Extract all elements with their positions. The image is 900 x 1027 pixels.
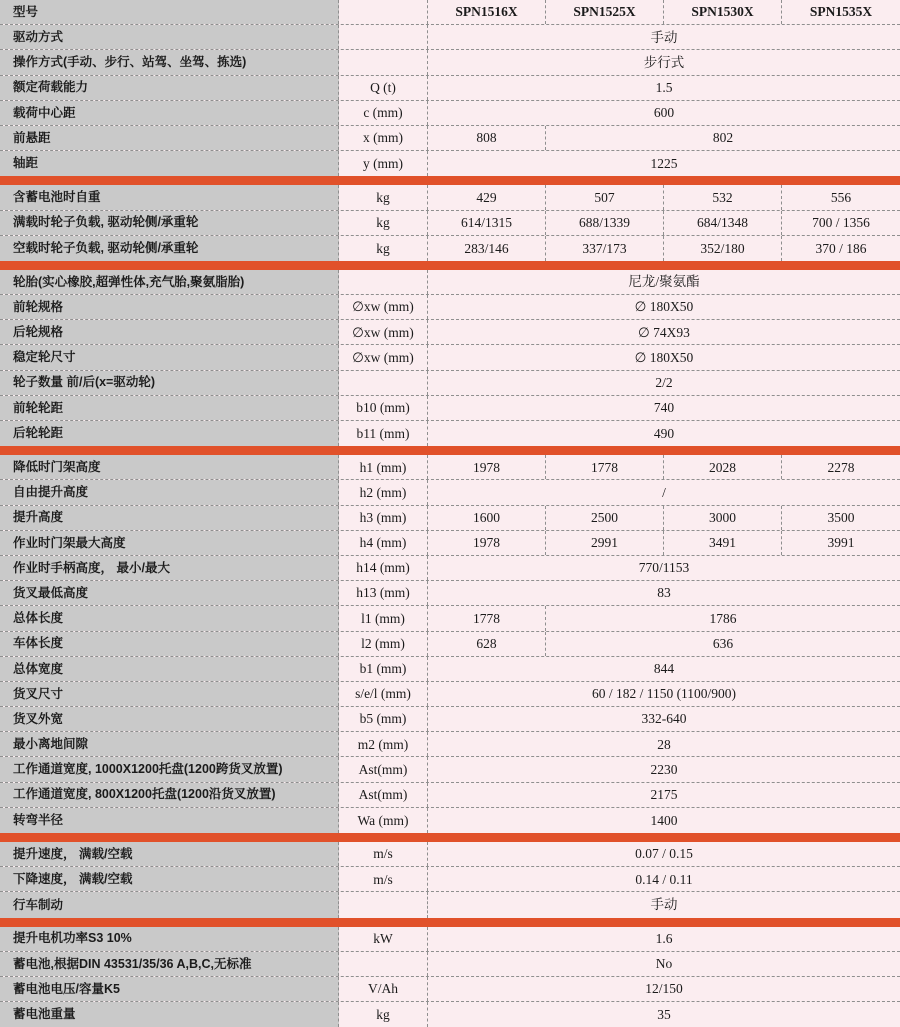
table-row [0, 732, 900, 757]
value-cell: 770/1153 [428, 556, 900, 580]
spec-label: 下降速度， 满载/空载 [0, 867, 339, 891]
spec-label: 货叉外宽 [0, 707, 339, 731]
value-cell: 614/1315 [428, 211, 546, 235]
unit-cell: kg [339, 236, 428, 261]
spec-label: 车体长度 [0, 632, 339, 656]
value-cell: 12/150 [428, 977, 900, 1001]
table-row [0, 421, 900, 446]
unit-cell: kg [339, 1002, 428, 1027]
spec-label: 总体长度 [0, 606, 339, 630]
value-cell: 283/146 [428, 236, 546, 261]
table-row [0, 927, 900, 952]
spec-label: 稳定轮尺寸 [0, 345, 339, 369]
model-header: SPN1516X [428, 0, 546, 24]
value-cell: / [428, 480, 900, 504]
value-cell: 688/1339 [546, 211, 664, 235]
spec-label: 后轮轮距 [0, 421, 339, 446]
unit-cell: b10 (mm) [339, 396, 428, 420]
table-row [0, 211, 900, 236]
table-row [0, 185, 900, 210]
table-row [0, 977, 900, 1002]
section-divider-bar [0, 446, 900, 455]
value-cell: 844 [428, 657, 900, 681]
spec-label: 前轮轮距 [0, 396, 339, 420]
unit-cell [339, 50, 428, 74]
value-cell: 808 [428, 126, 546, 150]
table-row [0, 606, 900, 631]
spec-label: 蓄电池,根据DIN 43531/35/36 A,B,C,无标准 [0, 952, 339, 976]
value-cell: 1978 [428, 455, 546, 479]
value-cell: 600 [428, 101, 900, 125]
table-row [0, 952, 900, 977]
unit-cell: ∅xw (mm) [339, 320, 428, 344]
section-divider-bar [0, 261, 900, 270]
value-cell: 2/2 [428, 371, 900, 395]
spec-label: 前悬距 [0, 126, 339, 150]
spec-label: 降低时门架高度 [0, 455, 339, 479]
value-cell: 1600 [428, 506, 546, 530]
table-row [0, 345, 900, 370]
unit-cell: y (mm) [339, 151, 428, 176]
value-cell: 1.6 [428, 927, 900, 951]
unit-cell: Ast(mm) [339, 757, 428, 781]
value-cell: 1778 [546, 455, 664, 479]
value-cell: 2500 [546, 506, 664, 530]
spec-label: 载荷中心距 [0, 101, 339, 125]
value-cell: 手动 [428, 25, 900, 49]
value-cell: 684/1348 [664, 211, 782, 235]
unit-cell: m/s [339, 867, 428, 891]
value-cell: 490 [428, 421, 900, 446]
spec-label: 轮胎(实心橡胶,超弹性体,充气胎,聚氨脂胎) [0, 270, 339, 294]
unit-cell: x (mm) [339, 126, 428, 150]
value-cell: 370 / 186 [782, 236, 900, 261]
value-cell: ∅ 180X50 [428, 345, 900, 369]
model-header: SPN1535X [782, 0, 900, 24]
unit-cell [339, 25, 428, 49]
value-cell: 2175 [428, 783, 900, 807]
value-cell: 740 [428, 396, 900, 420]
unit-cell: b1 (mm) [339, 657, 428, 681]
table-row [0, 707, 900, 732]
value-cell: 332-640 [428, 707, 900, 731]
table-row [0, 320, 900, 345]
unit-cell: kg [339, 211, 428, 235]
unit-cell: ∅xw (mm) [339, 345, 428, 369]
value-cell: 2278 [782, 455, 900, 479]
spec-label: 工作通道宽度, 1000X1200托盘(1200跨货叉放置) [0, 757, 339, 781]
value-cell: 1.5 [428, 76, 900, 100]
unit-cell: l1 (mm) [339, 606, 428, 630]
spec-label: 含蓄电池时自重 [0, 185, 339, 209]
unit-cell: V/Ah [339, 977, 428, 1001]
spec-label: 最小离地间隙 [0, 732, 339, 756]
value-cell: ∅ 180X50 [428, 295, 900, 319]
spec-label: 蓄电池电压/容量K5 [0, 977, 339, 1001]
table-row [0, 480, 900, 505]
table-row [0, 783, 900, 808]
table-row [0, 892, 900, 917]
value-cell: 1978 [428, 531, 546, 555]
value-cell: 700 / 1356 [782, 211, 900, 235]
unit-cell: Wa (mm) [339, 808, 428, 833]
value-cell: 60 / 182 / 1150 (1100/900) [428, 682, 900, 706]
table-row [0, 270, 900, 295]
value-cell: 1786 [546, 606, 900, 630]
value-cell: 556 [782, 185, 900, 209]
spec-label: 操作方式(手动、步行、站驾、坐驾、拣选) [0, 50, 339, 74]
unit-cell [339, 371, 428, 395]
value-cell: 802 [546, 126, 900, 150]
table-row [0, 757, 900, 782]
value-cell: 636 [546, 632, 900, 656]
table-row [0, 455, 900, 480]
unit-cell: kW [339, 927, 428, 951]
table-row [0, 50, 900, 75]
spec-label: 轴距 [0, 151, 339, 176]
table-row [0, 556, 900, 581]
spec-label: 作业时门架最大高度 [0, 531, 339, 555]
model-header: SPN1525X [546, 0, 664, 24]
unit-cell: h1 (mm) [339, 455, 428, 479]
table-row [0, 126, 900, 151]
unit-cell [339, 892, 428, 917]
table-row [0, 657, 900, 682]
table-row [0, 531, 900, 556]
spec-label: 空载时轮子负载, 驱动轮侧/承重轮 [0, 236, 339, 261]
value-cell: ∅ 74X93 [428, 320, 900, 344]
section-divider-bar [0, 833, 900, 842]
spec-label: 作业时手柄高度， 最小/最大 [0, 556, 339, 580]
table-row [0, 842, 900, 867]
unit-cell [339, 270, 428, 294]
unit-cell: m2 (mm) [339, 732, 428, 756]
spec-label: 工作通道宽度, 800X1200托盘(1200沿货叉放置) [0, 783, 339, 807]
table-row [0, 506, 900, 531]
section-divider-bar [0, 918, 900, 927]
spec-label: 轮子数量 前/后(x=驱动轮) [0, 371, 339, 395]
unit-cell: h13 (mm) [339, 581, 428, 605]
spec-label: 额定荷载能力 [0, 76, 339, 100]
spec-label: 蓄电池重量 [0, 1002, 339, 1027]
value-cell: 3991 [782, 531, 900, 555]
table-row [0, 76, 900, 101]
table-row [0, 808, 900, 833]
unit-cell: c (mm) [339, 101, 428, 125]
unit-cell: Q (t) [339, 76, 428, 100]
unit-cell: b5 (mm) [339, 707, 428, 731]
table-row [0, 101, 900, 126]
value-cell: 352/180 [664, 236, 782, 261]
unit-cell: b11 (mm) [339, 421, 428, 446]
value-cell: 1225 [428, 151, 900, 176]
table-row [0, 1002, 900, 1027]
unit-cell: h14 (mm) [339, 556, 428, 580]
spec-label: 型号 [0, 0, 339, 24]
unit-cell: kg [339, 185, 428, 209]
unit-cell: m/s [339, 842, 428, 866]
unit-cell: h4 (mm) [339, 531, 428, 555]
spec-label: 货叉最低高度 [0, 581, 339, 605]
spec-label: 后轮规格 [0, 320, 339, 344]
unit-cell: h3 (mm) [339, 506, 428, 530]
spec-label: 提升电机功率S3 10% [0, 927, 339, 951]
spec-label: 驱动方式 [0, 25, 339, 49]
value-cell: 1400 [428, 808, 900, 833]
value-cell: 532 [664, 185, 782, 209]
value-cell: No [428, 952, 900, 976]
value-cell: 2230 [428, 757, 900, 781]
value-cell: 35 [428, 1002, 900, 1027]
table-row [0, 371, 900, 396]
table-row [0, 151, 900, 176]
spec-label: 转弯半径 [0, 808, 339, 833]
value-cell: 尼龙/聚氨酯 [428, 270, 900, 294]
unit-cell: ∅xw (mm) [339, 295, 428, 319]
value-cell: 507 [546, 185, 664, 209]
unit-cell [339, 952, 428, 976]
value-cell: 手动 [428, 892, 900, 917]
value-cell: 28 [428, 732, 900, 756]
value-cell: 2028 [664, 455, 782, 479]
unit-cell: s/e/l (mm) [339, 682, 428, 706]
unit-cell [339, 0, 428, 24]
spec-label: 总体宽度 [0, 657, 339, 681]
value-cell: 429 [428, 185, 546, 209]
value-cell: 3491 [664, 531, 782, 555]
spec-label: 提升速度， 满载/空载 [0, 842, 339, 866]
unit-cell: h2 (mm) [339, 480, 428, 504]
spec-label: 自由提升高度 [0, 480, 339, 504]
table-row [0, 682, 900, 707]
spec-label: 行车制动 [0, 892, 339, 917]
spec-label: 前轮规格 [0, 295, 339, 319]
table-row [0, 396, 900, 421]
value-cell: 0.14 / 0.11 [428, 867, 900, 891]
table-row [0, 236, 900, 261]
value-cell: 2991 [546, 531, 664, 555]
spec-label: 货叉尺寸 [0, 682, 339, 706]
table-row [0, 295, 900, 320]
unit-cell: Ast(mm) [339, 783, 428, 807]
value-cell: 步行式 [428, 50, 900, 74]
value-cell: 3500 [782, 506, 900, 530]
value-cell: 628 [428, 632, 546, 656]
table-row [0, 867, 900, 892]
table-row [0, 632, 900, 657]
section-divider-bar [0, 176, 900, 185]
unit-cell: l2 (mm) [339, 632, 428, 656]
value-cell: 337/173 [546, 236, 664, 261]
spec-label: 满载时轮子负载, 驱动轮侧/承重轮 [0, 211, 339, 235]
model-header: SPN1530X [664, 0, 782, 24]
value-cell: 0.07 / 0.15 [428, 842, 900, 866]
value-cell: 3000 [664, 506, 782, 530]
table-row [0, 0, 900, 25]
value-cell: 83 [428, 581, 900, 605]
spec-label: 提升高度 [0, 506, 339, 530]
table-row [0, 25, 900, 50]
value-cell: 1778 [428, 606, 546, 630]
table-row [0, 581, 900, 606]
